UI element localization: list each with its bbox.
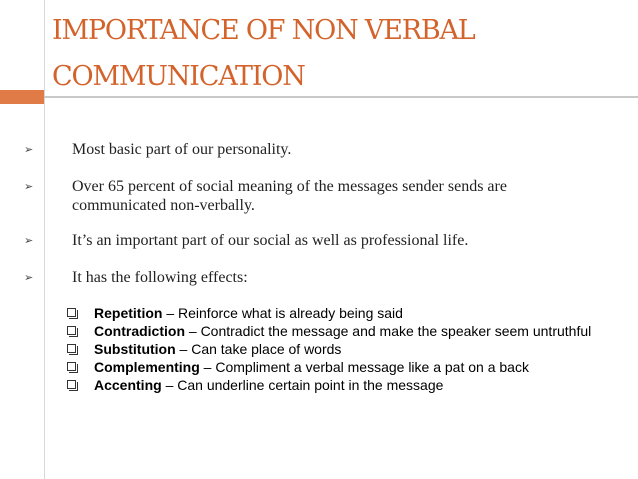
effect-term: Complementing [94, 359, 200, 375]
effect-term: Contradiction [94, 323, 185, 339]
effect-desc: – Can take place of words [175, 341, 342, 357]
effect-item [67, 342, 607, 357]
bullet-text: Most basic part of our personality. [72, 141, 292, 158]
effect-desc: – Contradict the message and make the speaker seem untruthful [185, 323, 592, 339]
effect-desc: – Compliment a verbal message like a pat on a back [199, 359, 529, 375]
effects-list [67, 306, 607, 396]
effect-item [67, 324, 607, 339]
effect-term: Repetition [94, 305, 163, 321]
checkbox-bullet-icon [67, 362, 76, 371]
checkbox-bullet-icon [67, 380, 76, 389]
title-accent-bar [0, 90, 44, 104]
effect-term: Accenting [94, 377, 162, 393]
checkbox-bullet-icon [67, 308, 76, 317]
title-divider [44, 96, 638, 98]
arrow-bullet-icon: ➢ [24, 143, 34, 156]
effect-desc: – Reinforce what is already being said [162, 305, 403, 321]
bullet-item [24, 177, 624, 215]
checkbox-bullet-icon [67, 344, 76, 353]
title-line-2: COMMUNICATION [52, 61, 305, 92]
slide-title [52, 8, 612, 100]
effect-item [67, 360, 607, 375]
bullet-item [24, 268, 624, 287]
bullet-text: It’s an important part of our social as well as professional life. [72, 232, 469, 249]
checkbox-bullet-icon [67, 326, 76, 335]
arrow-bullet-icon: ➢ [24, 271, 34, 284]
effect-item [67, 306, 607, 321]
bullet-item [24, 140, 624, 159]
arrow-bullet-icon: ➢ [24, 234, 34, 247]
bullet-text: Over 65 percent of social meaning of the messages sender sends are communicated non-verbally. [72, 178, 507, 214]
bullet-text: It has the following effects: [72, 269, 248, 286]
effect-item [67, 378, 607, 393]
effect-term: Substitution [94, 341, 176, 357]
effect-desc: – Can underline certain point in the message [161, 377, 444, 393]
arrow-bullet-icon: ➢ [24, 180, 34, 193]
bullet-item [24, 231, 624, 250]
title-line-1: IMPORTANCE OF NON VERBAL [52, 15, 475, 46]
